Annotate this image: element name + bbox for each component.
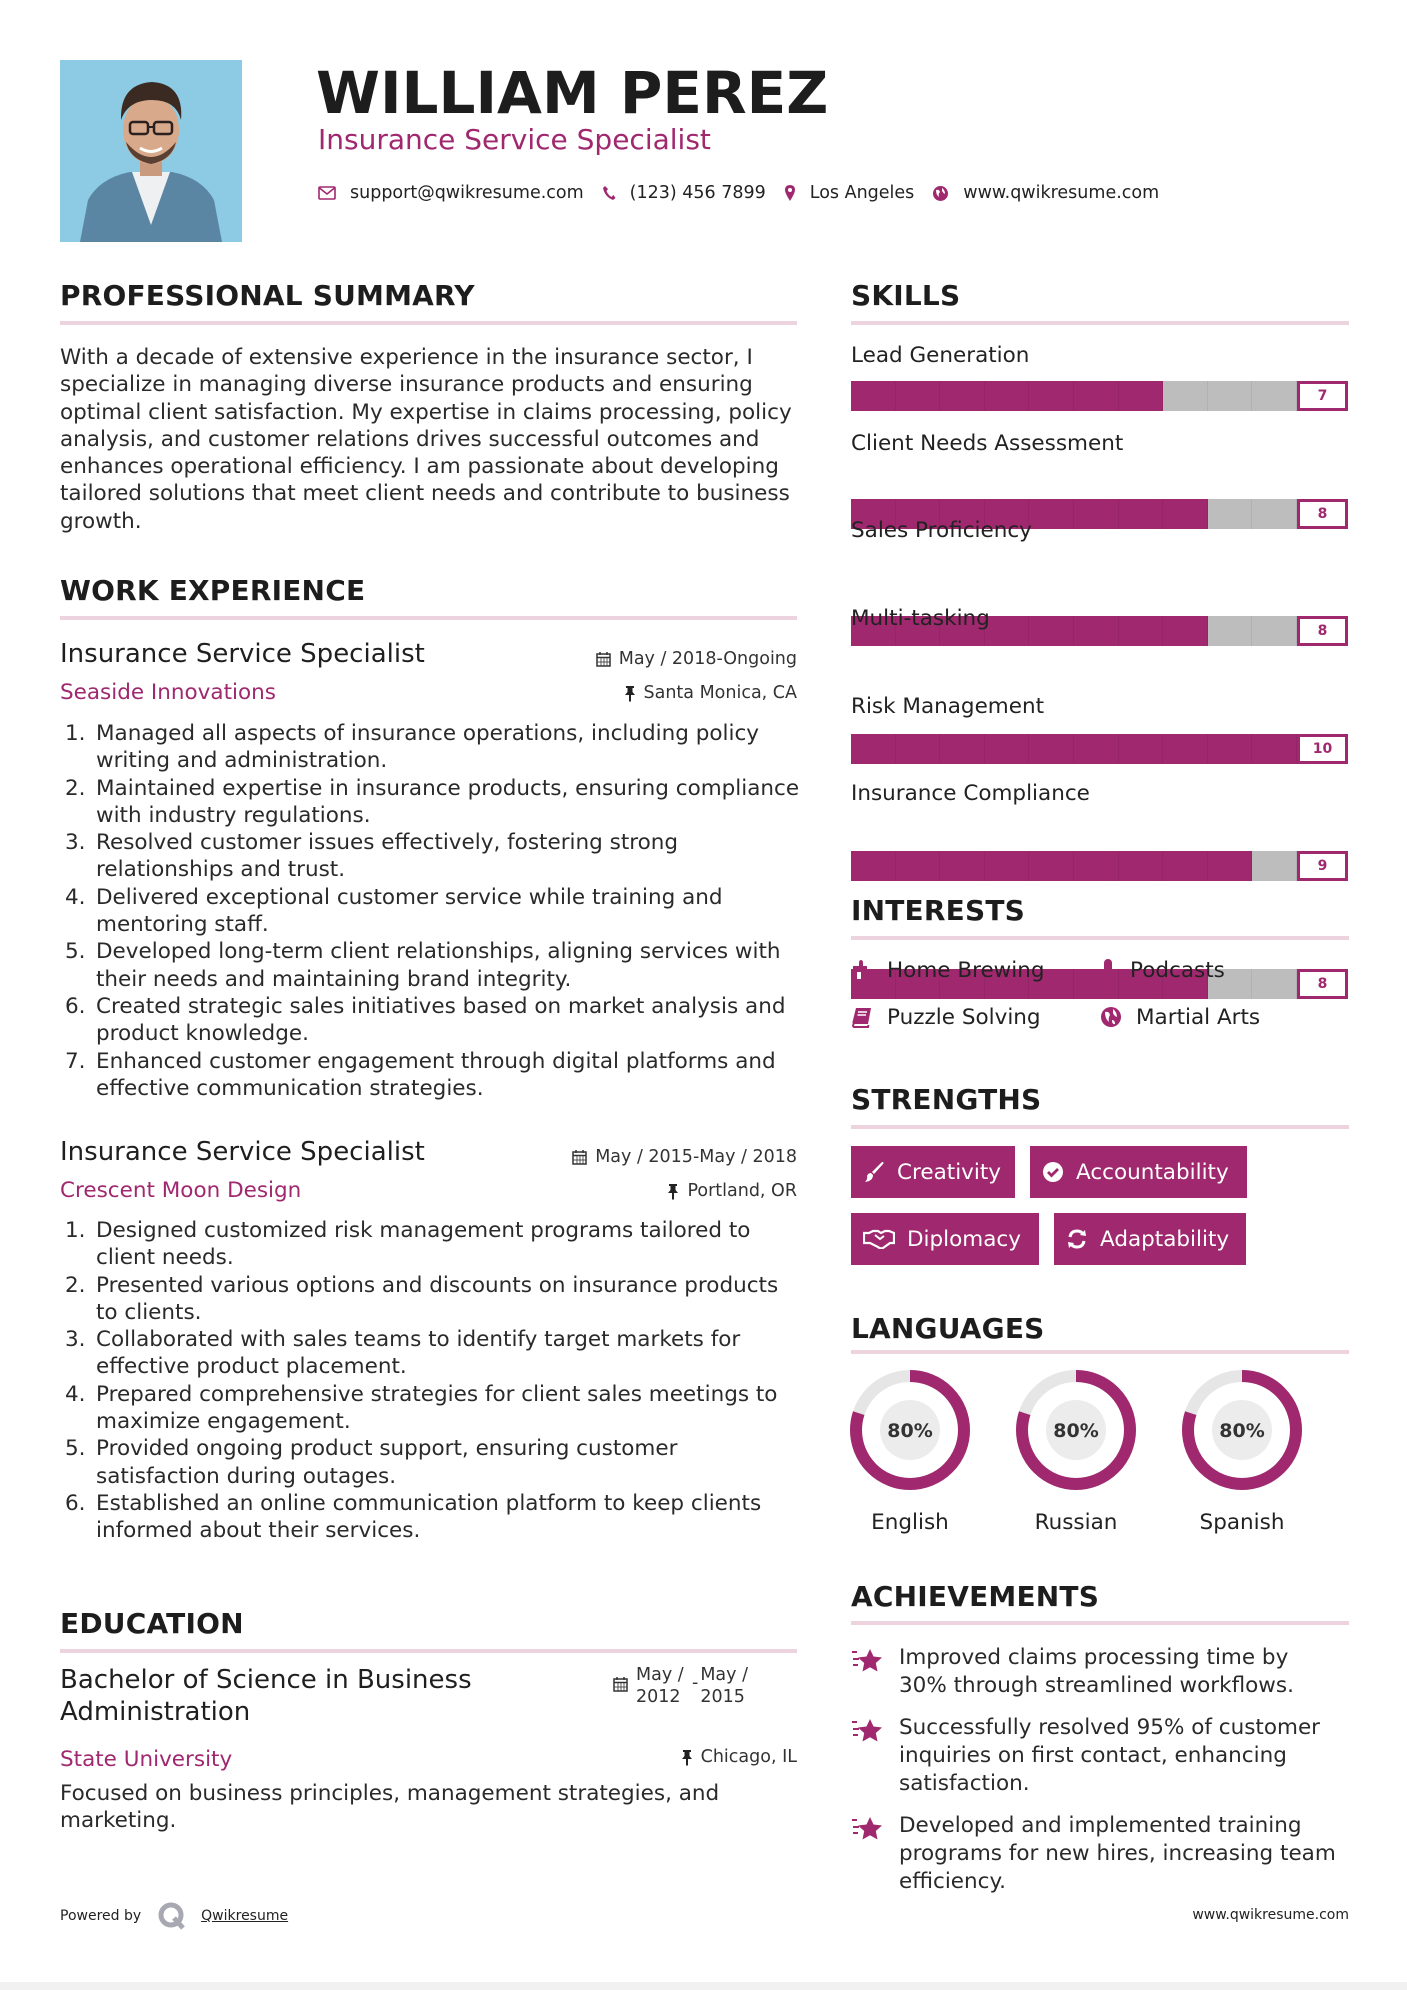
skill-bar-segment — [1208, 616, 1253, 646]
bullet-item: 2. Maintained expertise in insurance products, ensuring compliance with industry regulations. — [65, 775, 800, 828]
job-dates-text: May / 2018-Ongoing — [618, 649, 797, 669]
skill-bar-segment — [1163, 616, 1208, 646]
person-portrait-icon — [60, 60, 242, 242]
skill-bar-segment — [985, 851, 1030, 881]
skill-bar-segment — [940, 734, 985, 764]
section-divider — [851, 936, 1349, 940]
skill-value-badge: 8 — [1297, 499, 1348, 529]
skill-bar-segment — [940, 381, 985, 411]
skill-bar-segment — [1029, 851, 1074, 881]
strength-label: Diplomacy — [907, 1226, 1021, 1252]
skill-bar-segment — [1252, 499, 1297, 529]
contact-phone[interactable] — [602, 183, 766, 203]
achievement-text: Successfully resolved 95% of customer inquiries on first contact, enhancing satisfaction. — [899, 1715, 1321, 1796]
interest-item — [1100, 955, 1225, 985]
star-achievement-icon — [851, 1718, 883, 1744]
strength-badge — [851, 1146, 1015, 1198]
handshake-icon — [863, 1229, 895, 1249]
skill-bar — [851, 381, 1348, 411]
pushpin-icon — [681, 1749, 693, 1766]
microphone-icon — [1100, 958, 1116, 982]
section-divider — [851, 1350, 1349, 1354]
interest-item — [1100, 1002, 1260, 1032]
contact-email[interactable] — [318, 183, 584, 203]
skill-bar-segment — [1208, 499, 1253, 529]
skill-bar-segment — [1074, 616, 1119, 646]
strength-badge — [1054, 1213, 1246, 1265]
bullet-item: 4. Prepared comprehensive strategies for client sales meetings to maximize engagement. — [65, 1381, 778, 1435]
language-label: Russian — [1034, 1510, 1118, 1535]
map-pin-icon — [784, 184, 796, 202]
candidate-name: WILLIAM PEREZ — [316, 59, 829, 127]
skill-bar-segment — [1252, 734, 1297, 764]
bullet-item: 7. Enhanced customer engagement through digital platforms and effective communication strategies. — [65, 1048, 776, 1101]
section-divider — [60, 1649, 797, 1653]
skill-bar-segment — [1119, 851, 1164, 881]
skill-bar-segment — [1119, 734, 1164, 764]
bullet-item: 5. Provided ongoing product support, ensuring customer satisfaction during outages. — [65, 1436, 678, 1489]
achievement-item — [851, 1714, 1341, 1798]
interest-item — [851, 1002, 1041, 1032]
skill-value-badge: 7 — [1297, 381, 1348, 411]
degree-line-1: Bachelor of Science in Business — [60, 1665, 472, 1695]
interest-label: Podcasts — [1130, 957, 1225, 983]
skill-bar-segment — [851, 381, 896, 411]
skill-bar-segment — [1029, 616, 1074, 646]
contact-website[interactable] — [932, 183, 1159, 203]
star-achievement-icon — [851, 1648, 883, 1674]
interest-label: Martial Arts — [1136, 1004, 1261, 1030]
education-location — [681, 1745, 797, 1769]
job-location-text: Portland, OR — [687, 1181, 797, 1201]
section-heading-education: EDUCATION — [60, 1607, 244, 1640]
check-circle-icon — [1042, 1161, 1064, 1183]
skill-bar-segment — [1074, 381, 1119, 411]
language-percent: 80% — [1219, 1420, 1265, 1442]
job-dates — [596, 647, 797, 671]
skill-value-badge: 8 — [1297, 616, 1348, 646]
location-text: Los Angeles — [809, 183, 915, 203]
skill-value-badge: 10 — [1297, 734, 1348, 764]
book-icon — [851, 1006, 873, 1028]
interest-item — [851, 955, 1045, 985]
language-label: Spanish — [1199, 1510, 1285, 1535]
language-progress-ring — [1180, 1368, 1304, 1492]
skill-bar-segment — [851, 734, 896, 764]
achievement-item — [851, 1644, 1341, 1700]
strength-badge — [1030, 1146, 1247, 1198]
calendar-icon — [596, 651, 611, 667]
skill-value-badge: 8 — [1297, 969, 1348, 999]
contact-location — [784, 183, 915, 203]
bullet-item: 2. Presented various options and discounts on insurance products to clients. — [65, 1272, 779, 1325]
powered-by — [60, 1901, 288, 1931]
skill-value-badge: 9 — [1297, 851, 1348, 881]
job-dates — [572, 1145, 797, 1169]
skill-bar-segment — [1163, 499, 1208, 529]
strength-badge — [851, 1213, 1039, 1265]
achievement-text: Improved claims processing time by 30% through streamlined workflows. — [899, 1645, 1294, 1698]
calendar-icon — [572, 1149, 587, 1165]
skill-bar — [851, 734, 1348, 764]
education-start-date: May / 2012 — [636, 1665, 684, 1707]
skill-bar-segment — [1208, 851, 1253, 881]
section-heading-strengths: STRENGTHS — [851, 1083, 1042, 1116]
skill-bar-segment — [1208, 381, 1253, 411]
skill-bar-segment — [1119, 499, 1164, 529]
section-heading-skills: SKILLS — [851, 279, 961, 312]
skill-bar — [851, 851, 1348, 881]
pushpin-icon — [667, 1183, 679, 1200]
skill-bar-segment — [1163, 851, 1208, 881]
email-text: support@qwikresume.com — [350, 183, 584, 203]
section-heading-languages: LANGUAGES — [851, 1312, 1045, 1345]
skill-bar-segment — [1074, 851, 1119, 881]
skill-bar-segment — [985, 734, 1030, 764]
calendar-icon — [613, 1676, 628, 1692]
skill-bar-segment — [896, 734, 941, 764]
education-dates — [613, 1664, 748, 1708]
strength-label: Accountability — [1076, 1159, 1229, 1185]
section-divider — [851, 1125, 1349, 1129]
skill-bar-segment — [851, 851, 896, 881]
language-progress-ring — [848, 1368, 972, 1492]
phone-text: (123) 456 7899 — [629, 183, 766, 203]
refresh-icon — [1066, 1228, 1088, 1250]
paintbrush-icon — [863, 1161, 885, 1183]
section-divider — [60, 616, 797, 620]
degree-line-2: Administration — [60, 1697, 251, 1727]
job-location — [624, 681, 798, 705]
section-heading-interests: INTERESTS — [851, 894, 1025, 927]
section-heading-summary: PROFESSIONAL SUMMARY — [60, 279, 475, 312]
section-heading-experience: WORK EXPERIENCE — [60, 574, 366, 607]
education-description: Focused on business principles, management strategies, and marketing. — [60, 1781, 720, 1834]
star-achievement-icon — [851, 1816, 883, 1842]
language-label: English — [871, 1510, 949, 1535]
skill-label: Multi-tasking — [851, 606, 990, 631]
job-bullets — [65, 720, 800, 1102]
section-heading-achievements: ACHIEVEMENTS — [851, 1580, 1100, 1613]
bullet-item: 5. Developed long-term client relationships, aligning services with their needs and maintaining brand integrity. — [65, 939, 781, 992]
job-title: Insurance Service Specialist — [60, 639, 425, 669]
language-item — [1014, 1368, 1138, 1535]
bullet-item: 1. Designed customized risk management programs tailored to client needs. — [65, 1218, 751, 1271]
bullet-item: 6. Created strategic sales initiatives based on market analysis and product knowledge. — [65, 993, 786, 1047]
language-percent: 80% — [1053, 1420, 1099, 1442]
skill-label: Insurance Compliance — [851, 781, 1090, 806]
skill-label: Risk Management — [851, 694, 1045, 719]
language-item — [848, 1368, 972, 1535]
skill-bar-segment — [1119, 616, 1164, 646]
skill-bar-segment — [1252, 851, 1297, 881]
contact-row — [318, 180, 1177, 206]
skill-bar-segment — [1029, 499, 1074, 529]
skill-bar-segment — [940, 851, 985, 881]
section-divider — [851, 321, 1349, 325]
skill-bar-segment — [896, 851, 941, 881]
school-name: State University — [60, 1747, 233, 1772]
pushpin-icon — [624, 685, 636, 702]
bullet-item: 1. Managed all aspects of insurance operations, including policy writing and administration. — [65, 721, 760, 774]
globe-icon — [932, 185, 949, 202]
job-bullets — [65, 1217, 800, 1545]
date-separator: - — [692, 1673, 699, 1693]
skill-bar-segment — [1252, 616, 1297, 646]
section-divider — [851, 1621, 1349, 1625]
skill-bar-segment — [1252, 381, 1297, 411]
strength-label: Creativity — [897, 1159, 1002, 1185]
strength-label: Adaptability — [1100, 1226, 1230, 1252]
page-bottom-edge — [0, 1982, 1407, 1990]
achievement-item — [851, 1812, 1341, 1896]
job-location-text: Santa Monica, CA — [643, 683, 797, 703]
language-percent: 80% — [887, 1420, 933, 1442]
section-divider — [60, 321, 797, 325]
profile-photo — [60, 60, 242, 242]
skill-bar-segment — [1208, 734, 1253, 764]
skill-bar-segment — [1029, 381, 1074, 411]
skill-bar-segment — [1074, 734, 1119, 764]
bullet-item: 4. Delivered exceptional customer service while training and mentoring staff. — [65, 884, 723, 938]
phone-icon — [602, 185, 616, 201]
puzzle-icon — [851, 959, 873, 981]
powered-by-text: Powered by — [60, 1908, 142, 1924]
skill-bar-segment — [1252, 969, 1297, 999]
website-text: www.qwikresume.com — [963, 183, 1160, 203]
interest-label: Puzzle Solving — [887, 1004, 1041, 1030]
skill-bar-segment — [1029, 734, 1074, 764]
language-progress-ring — [1014, 1368, 1138, 1492]
skill-label: Client Needs Assessment — [851, 431, 1124, 456]
language-item — [1180, 1368, 1304, 1535]
company-name: Crescent Moon Design — [60, 1178, 302, 1203]
skill-bar-segment — [985, 381, 1030, 411]
bullet-item: 6. Established an online communication platform to keep clients informed about their services. — [65, 1490, 762, 1544]
candidate-title: Insurance Service Specialist — [318, 123, 711, 156]
qwikresume-logo-icon — [157, 1901, 187, 1931]
job-title: Insurance Service Specialist — [60, 1137, 425, 1167]
summary-text: With a decade of extensive experience in the insurance sector, I specialize in managing diverse insurance products and ensuring optimal client satisfaction. My expertise in claims processing, policy analysis, and customer relations drives successful outcomes and enhances operational efficiency. I am passionate about developing tailored solutions that meet client needs and contribute to business growth. — [60, 345, 792, 534]
interest-label: Home Brewing — [887, 957, 1045, 983]
skill-bar-segment — [985, 616, 1030, 646]
skill-bar-segment — [896, 381, 941, 411]
skill-bar-segment — [1119, 381, 1164, 411]
skill-label: Lead Generation — [851, 343, 1030, 368]
education-end-date: May / 2015 — [700, 1665, 748, 1707]
bullet-item: 3. Collaborated with sales teams to identify target markets for effective product placement. — [65, 1327, 741, 1380]
footer-website[interactable]: www.qwikresume.com — [1192, 1907, 1349, 1923]
job-dates-text: May / 2015-May / 2018 — [595, 1147, 797, 1167]
job-location — [667, 1179, 797, 1203]
qwikresume-link[interactable]: Qwikresume — [201, 1908, 289, 1924]
skill-bar-segment — [1163, 734, 1208, 764]
skill-label: Sales Proficiency — [851, 518, 1032, 543]
bullet-item: 3. Resolved customer issues effectively, fostering strong relationships and trust. — [65, 830, 679, 883]
skill-bar-segment — [1163, 381, 1208, 411]
globe-icon — [1100, 1006, 1122, 1028]
skill-bar-segment — [1074, 499, 1119, 529]
education-location-text: Chicago, IL — [700, 1747, 797, 1767]
achievement-text: Developed and implemented training programs for new hires, increasing team efficiency. — [899, 1813, 1336, 1894]
envelope-icon — [318, 186, 336, 200]
company-name: Seaside Innovations — [60, 680, 276, 705]
